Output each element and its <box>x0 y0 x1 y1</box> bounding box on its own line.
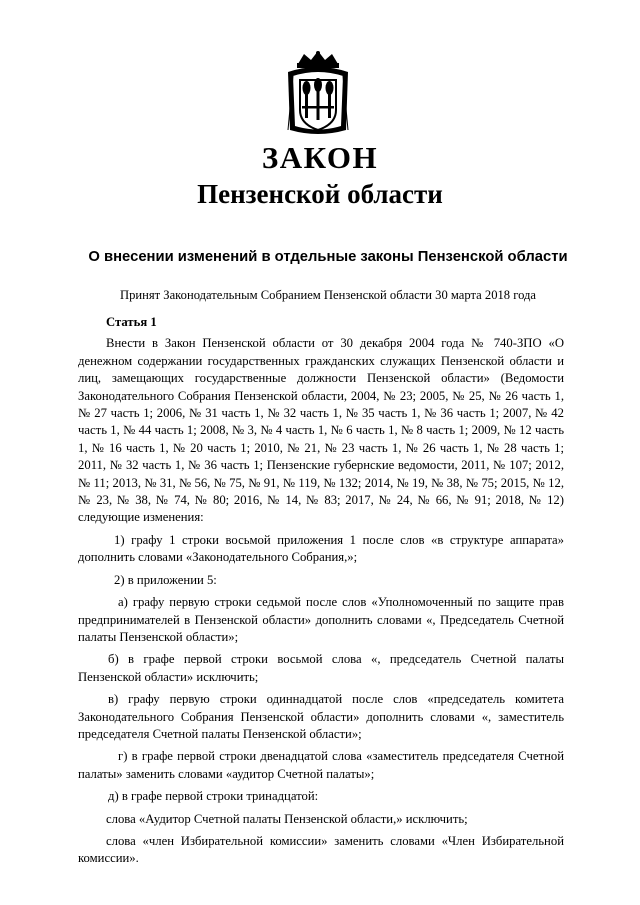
paragraph-item-1: 1) графу 1 строки восьмой приложения 1 после слов «в структуре аппарата» дополнить словами «Законодательного Собрания,»; <box>78 532 564 565</box>
paragraph-item-2: 2) в приложении 5: <box>114 572 217 587</box>
adoption-note: Принят Законодательным Собранием Пензенской области 30 марта 2018 года <box>119 288 537 302</box>
document-body <box>78 314 564 873</box>
paragraph-item-2d-1: слова «Аудитор Счетной палаты Пензенской области,» исключить; <box>106 811 468 826</box>
article-heading: Статья 1 <box>106 315 157 329</box>
paragraph-item-2d-2: слова «член Избирательной комиссии» заменить словами «Член Избирательной комиссии». <box>78 833 564 866</box>
paragraph-item-2d: д) в графе первой строки тринадцатой: <box>108 789 319 804</box>
document-subtitle: Пензенской области <box>197 179 443 209</box>
law-name: О внесении изменений в отдельные законы Пензенской области <box>88 249 568 265</box>
coat-of-arms-icon <box>284 50 352 136</box>
paragraph-item-2b: б) в графе первой строки восьмой слова «, председатель Счетной палаты Пензенской области» исключить; <box>78 652 564 684</box>
paragraph-item-2v: в) графу первую строки одиннадцатой после слов «председатель комитета Законодательного Собрания Пензенской области» дополнить словами «, заместитель председателя Счетной палаты Пензенской области»; <box>78 692 564 741</box>
document-title: ЗАКОН <box>261 140 379 175</box>
paragraph-item-2g: г) в графе первой строки двенадцатой слова «заместитель председателя Счетной палаты» заменить словами «аудитор Счетной палаты»; <box>78 749 564 781</box>
paragraph-intro: Внести в Закон Пензенской области от 30 декабря 2004 года № 740-ЗПО «О денежном содержании государственных гражданских служащих Пензенской области и лиц, замещающих государственные должности Пензенской области» (Ведомости Законодательного Собрания Пензенской области, 2004, № 23; 2005, № 25, № 26 часть 1, № 27 часть 1; 2006, № 31 часть 1, № 32 часть 1, № 35 часть 1, № 36 часть 1; 2007, № 42 часть 1, № 44 часть 1; 2008, № 3, № 4 часть 1, № 6 часть 1, № 8 часть 1; 2009, № 12 часть 1, № 16 часть 1, № 20 часть 1; 2010, № 21, № 23 часть 1, № 26 часть 1, № 28 часть 1; 2011, № 32 часть 1, № 36 часть 1; Пензенские губернские ведомости, 2011, № 107; 2012, № 11; 2013, № 31, № 56, № 75, № 91, № 119, № 132; 2014, № 19, № 38, № 75; 2015, № 12, № 23, № 38, № 74, № 80; 2016, № 14, № 83; 2017, № 24, № 66, № 91; 2018, № 12) следующие изменения: <box>78 336 564 525</box>
paragraph-item-2a: а) графу первую строки седьмой после слов «Уполномоченный по защите прав предпринимателей в Пензенской области» дополнить словами «, Председатель Счетной палаты Пензенской области»; <box>78 595 564 644</box>
